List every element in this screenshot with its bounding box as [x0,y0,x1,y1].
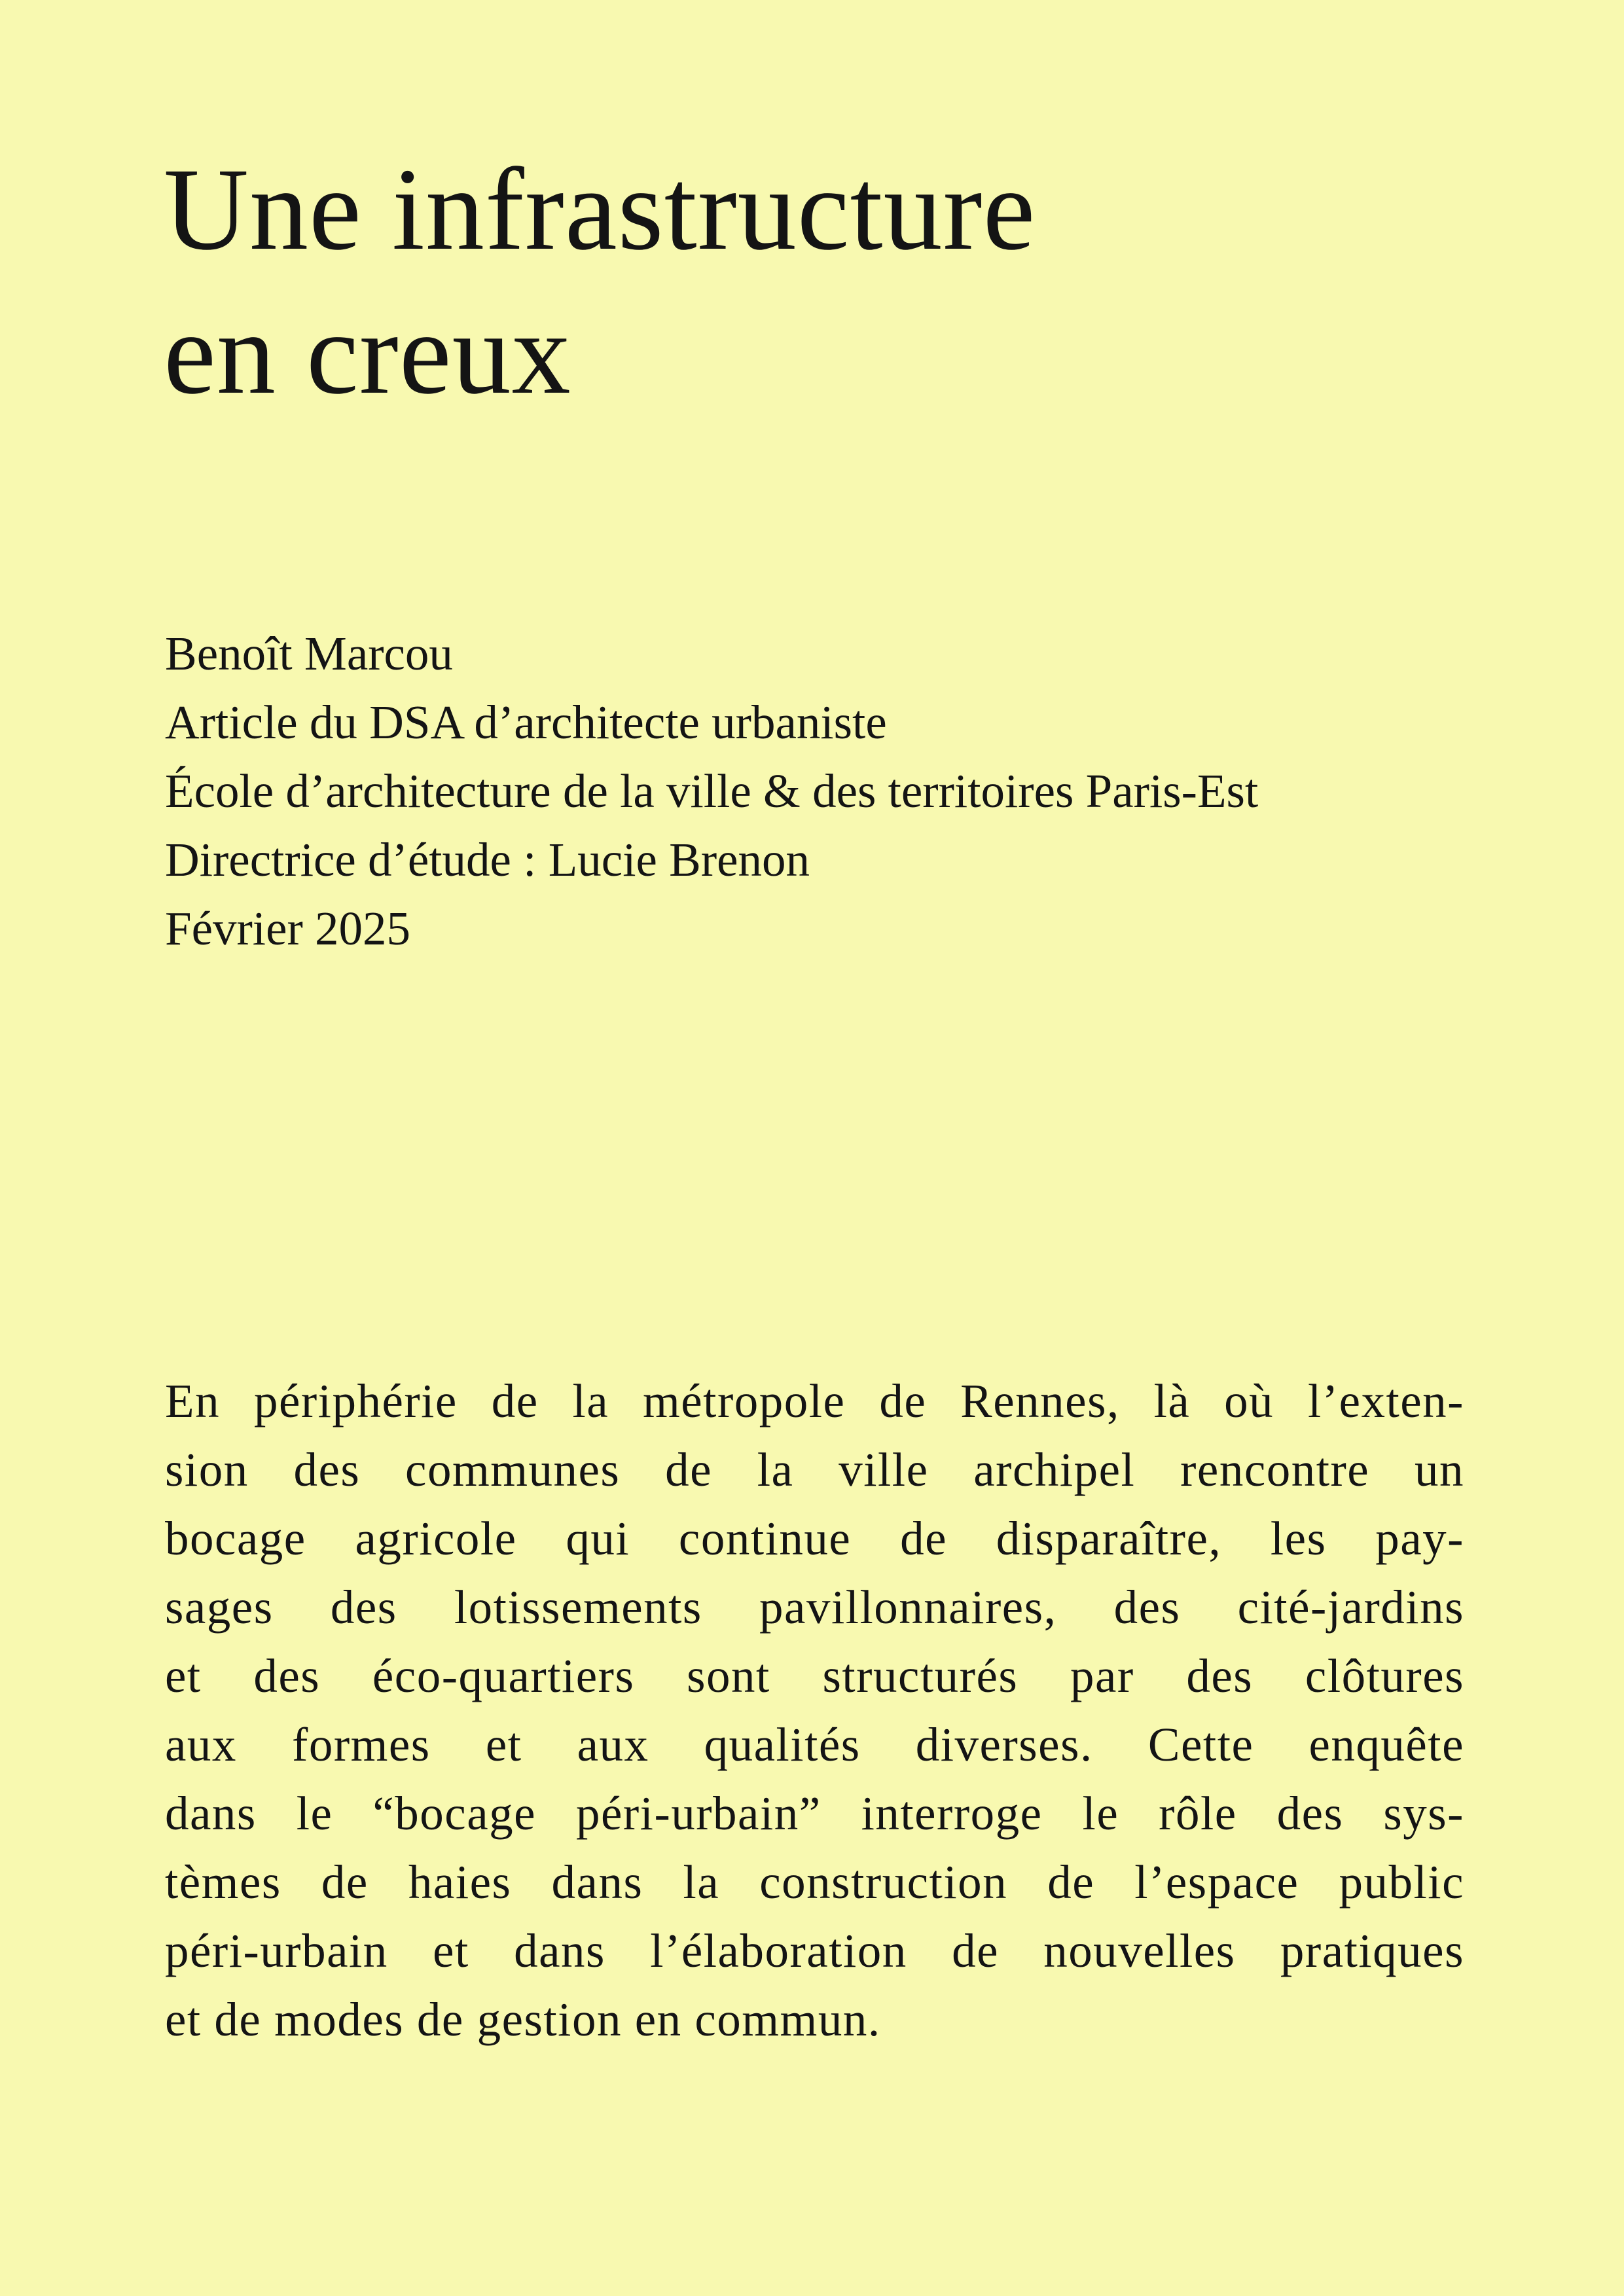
abstract-line: péri-urbain et dans l’élaboration de nouvelles pratiques [165,1924,1464,1977]
abstract-line: bocage agricole qui continue de disparaître, les pay- [165,1512,1464,1565]
abstract-line: dans le “bocage péri-urbain” interroge le rôle des sys- [165,1787,1464,1840]
school-name: École d’architecture de la ville & des territoires Paris-Est [165,764,1259,817]
abstract-line: aux formes et aux qualités diverses. Cette enquête [165,1718,1464,1771]
metadata-block [165,619,1258,963]
abstract-line: et de modes de gestion en commun. [165,1993,881,2046]
page-title [164,137,1036,425]
abstract-line: et des éco-quartiers sont structurés par des clôtures [165,1649,1464,1702]
author-name: Benoît Marcou [165,627,453,680]
abstract-line: sages des lotissements pavillonnaires, des cité-jardins [165,1581,1464,1634]
abstract-line: sion des communes de la ville archipel rencontre un [165,1443,1464,1496]
article-type: Article du DSA d’architecte urbaniste [165,696,887,749]
abstract-line: En périphérie de la métropole de Rennes, là où l’exten- [165,1374,1464,1427]
abstract-line: tèmes de haies dans la construction de l’espace public [165,1856,1464,1909]
publication-date: Février 2025 [165,902,411,955]
title-line-1: Une infrastructure [164,144,1036,274]
title-line-2: en creux [164,288,571,418]
study-director: Directrice d’étude : Lucie Brenon [165,833,810,886]
abstract-paragraph [165,1367,1464,2054]
